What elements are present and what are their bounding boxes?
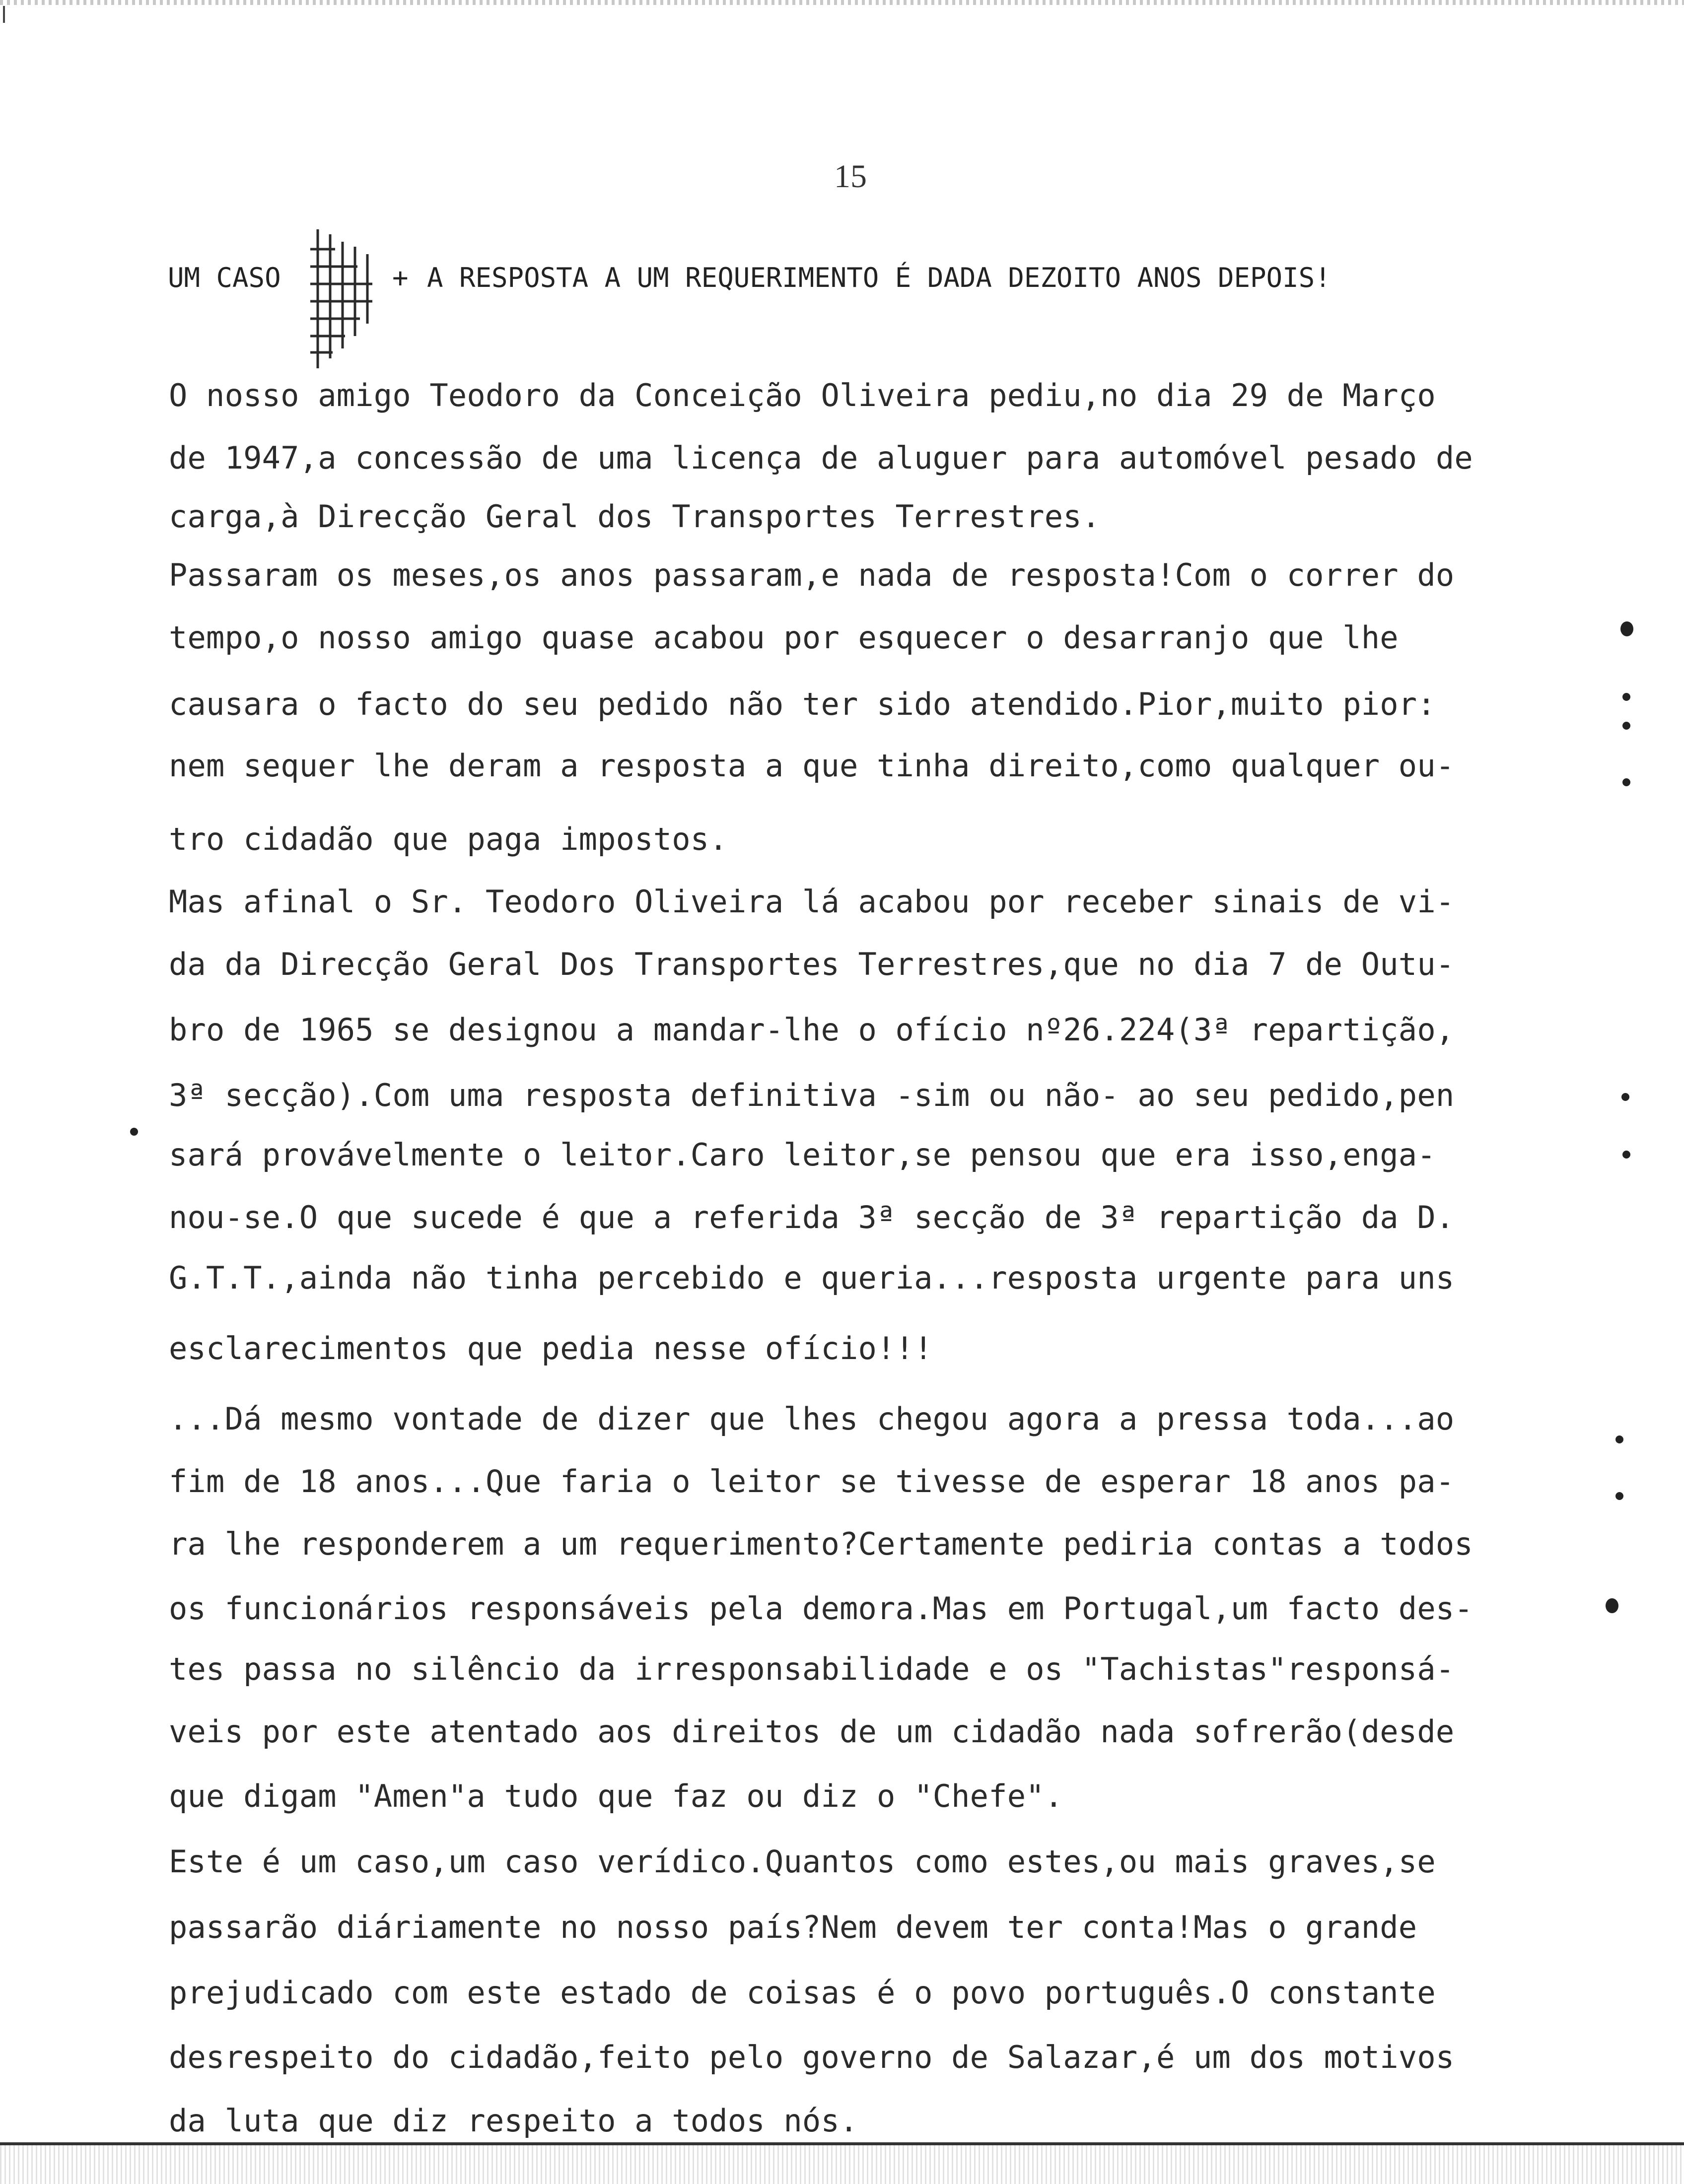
body-line: prejudicado com este estado de coisas é o povo português.O constante <box>169 1975 1436 2011</box>
body-line: tes passa no silêncio da irresponsabilidade e os "Tachistas"responsá- <box>169 1651 1455 1687</box>
body-line: sará provávelmente o leitor.Caro leitor,se pensou que era isso,enga- <box>169 1137 1436 1173</box>
body-line: desrespeito do cidadão,feito pelo governo de Salazar,é um dos motivos <box>169 2039 1455 2075</box>
body-line: ra lhe responderem a um requerimento?Certamente pediria contas a todos <box>169 1526 1473 1562</box>
margin-dot <box>1620 621 1633 636</box>
body-line: Mas afinal o Sr. Teodoro Oliveira lá acabou por receber sinais de vi- <box>169 884 1455 920</box>
heading-title: A RESPOSTA A UM REQUERIMENTO É DADA DEZOITO ANOS DEPOIS! <box>427 262 1331 293</box>
body-line: da luta que diz respeito a todos nós. <box>169 2103 858 2139</box>
body-line: de 1947,a concessão de uma licença de aluguer para automóvel pesado de <box>169 440 1473 476</box>
body-line: fim de 18 anos...Que faria o leitor se tivesse de esperar 18 anos pa- <box>169 1463 1455 1500</box>
crosshatch-mark <box>308 224 427 373</box>
body-line: passarão diáriamente no nosso país?Nem devem ter conta!Mas o grande <box>169 1909 1417 1945</box>
margin-dot <box>1621 1093 1629 1101</box>
body-line: ...Dá mesmo vontade de dizer que lhes chegou agora a pressa toda...ao <box>169 1401 1455 1437</box>
body-line: nem sequer lhe deram a resposta a que tinha direito,como qualquer ou- <box>169 748 1455 784</box>
margin-dot <box>1615 1435 1623 1443</box>
heading-separator: + <box>392 262 409 293</box>
scan-bottom-strip <box>0 2145 1684 2184</box>
body-line: O nosso amigo Teodoro da Conceição Oliveira pediu,no dia 29 de Março <box>169 377 1436 413</box>
body-line: tro cidadão que paga impostos. <box>169 821 728 857</box>
body-line: esclarecimentos que pedia nesse ofício!!! <box>169 1330 933 1366</box>
margin-dot <box>1622 693 1630 701</box>
heading-case-label: UM CASO <box>168 262 281 293</box>
body-line: causara o facto do seu pedido não ter sido atendido.Pior,muito pior: <box>169 686 1436 722</box>
body-line: Este é um caso,um caso verídico.Quantos como estes,ou mais graves,se <box>169 1843 1436 1880</box>
body-line: veis por este atentado aos direitos de um cidadão nada sofrerão(desde <box>169 1713 1455 1750</box>
scan-top-edge <box>0 0 1684 5</box>
body-line: G.T.T.,ainda não tinha percebido e queria...resposta urgente para uns <box>169 1260 1455 1296</box>
body-line: 3ª secção).Com uma resposta definitiva -sim ou não- ao seu pedido,pen <box>169 1077 1455 1113</box>
body-line: os funcionários responsáveis pela demora.Mas em Portugal,um facto des- <box>169 1590 1473 1627</box>
body-line: nou-se.O que sucede é que a referida 3ª secção de 3ª repartição da D. <box>169 1199 1455 1235</box>
page-number: 15 <box>834 158 867 195</box>
body-line: carga,à Direcção Geral dos Transportes Terrestres. <box>169 498 1101 535</box>
margin-dot <box>1615 1492 1623 1500</box>
margin-dot <box>1622 778 1630 786</box>
margin-dot <box>130 1128 138 1136</box>
body-line: bro de 1965 se designou a mandar-lhe o ofício nº26.224(3ª repartição, <box>169 1012 1455 1048</box>
margin-dot <box>1606 1598 1618 1613</box>
margin-dot <box>1622 722 1630 730</box>
scan-left-mark <box>3 6 5 23</box>
body-line: da da Direcção Geral Dos Transportes Terrestres,que no dia 7 de Outu- <box>169 946 1455 982</box>
body-line: tempo,o nosso amigo quase acabou por esquecer o desarranjo que lhe <box>169 619 1399 656</box>
body-line: Passaram os meses,os anos passaram,e nada de resposta!Com o correr do <box>169 557 1455 593</box>
body-line: que digam "Amen"a tudo que faz ou diz o "Chefe". <box>169 1778 1063 1814</box>
margin-dot <box>1622 1151 1630 1159</box>
